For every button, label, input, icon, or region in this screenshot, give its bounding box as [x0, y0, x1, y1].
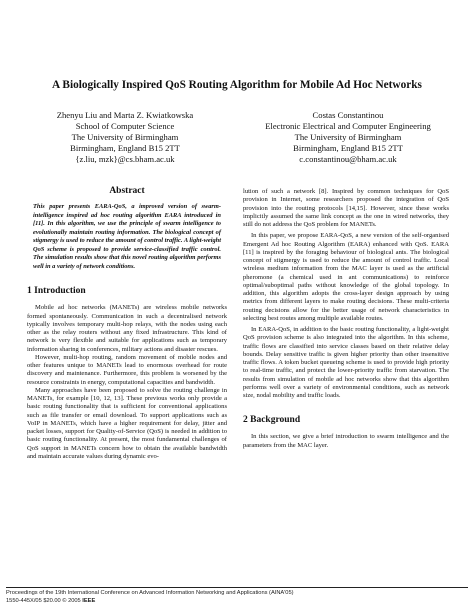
- intro-paragraph: However, multi-hop routing, random movement of mobile nodes and other features unique to MANETs lead to enormous overhead for route discovery and maintenance. Furthermore, this problem is worsened by the resource constraints in energy, computational capacities and bandwidth.: [27, 353, 227, 386]
- body-paragraph: In this paper, we propose EARA-QoS, a new version of the self-organised Emergent Ad hoc Routing Algorithm (EARA) enhanced with QoS. EARA [11] is inspired by the foraging behaviour of biological ants. The biological concept of stigmergy is used to reduce the amount of control traffic. Local wireless medium information from the MAC layer is used as the artificial pheromone (a chemical used in ant communications) to reinforce optimal/suboptimal paths without knowledge of the global topology. In addition, this algorithm adopts the cross-layer design approach by using metrics from different layers to make routing decisions. These multi-criteria routing decisions allow for the better usage of network characteristics in selecting best routes among multiple available routes.: [243, 232, 449, 322]
- footer-price: 1550-445X/05 $20.00 © 2005: [6, 597, 83, 604]
- page-footer: [6, 587, 468, 605]
- body-paragraph: In EARA-QoS, in addition to the basic routing functionality, a light-weight QoS provision scheme is also integrated into the algorithm. In this scheme, traffic flows are classified into service classes based on their relative delay bounds. Delay sensitive traffic is given higher priority than other insensitive traffic flows. A token bucket queueing scheme is used to provide high priority to real-time traffic, and protect the lower-priority traffic from starvation. The results from simulation of mobile ad hoc networks show that this algorithm performs well over a variety of environmental conditions, such as network size, nodal mobility and traffic loads.: [243, 326, 449, 399]
- author-address: Birmingham, England B15 2TT: [70, 143, 180, 153]
- intro-paragraph: Many approaches have been proposed to solve the routing challenge in MANETs, for example [10, 12, 13]. These previous works only provide a basic routing functionality that is sufficient for conventional applications such as file transfer or email download. To support applications such as VoIP in MANETs, which have a higher requirement for delay, jitter and packet losses, support for Quality-of-Service (QoS) is needed in addition to basic routing functionality. At present, the most fundamental challenges of QoS support in MANETs concern how to obtain the available bandwidth and maintain accurate values during dynamic evo-: [27, 386, 227, 460]
- ieee-logo-text: IEEE: [82, 597, 96, 604]
- author-names: Zhenyu Liu and Marta Z. Kwiatkowska: [56, 110, 194, 120]
- author-affiliation: School of Computer Science: [75, 121, 175, 131]
- author-affiliation: Electronic Electrical and Computer Engineering: [265, 121, 431, 131]
- footer-proceedings: Proceedings of the 19th International Conference on Advanced Information Networking and Applications (AINA'05): [6, 590, 294, 596]
- left-column: [27, 186, 227, 461]
- body-paragraph: lution of such a network [8]. Inspired by common techniques for QoS provision in Internet, some researchers proposed the integration of QoS provision into the routing protocols [14,15]. However, since these works implicitly assumed the same link concept as the one in wired networks, they still do not address the QoS problem for MANETs.: [243, 188, 449, 228]
- paper-title: A Biologically Inspired QoS Routing Algorithm for Mobile Ad Hoc Networks: [52, 79, 422, 91]
- footer-copyright: [6, 598, 468, 606]
- author-address: Birmingham, England B15 2TT: [293, 143, 403, 153]
- intro-paragraph: Mobile ad hoc networks (MANETs) are wireless mobile networks formed spontaneously. Communication in such a decentralised network typically involves temporary multi-hop relays, with the nodes using each other as the relay routers without any fixed infrastructure. This kind of network is very flexible and suitable for applications such as temporary information sharing in conferences, military actions and disaster rescues.: [27, 304, 227, 353]
- author-institution: The University of Birmingham: [71, 132, 179, 142]
- background-paragraph: In this section, we give a brief introduction to swarm intelligence and the parameters from the MAC layer.: [243, 433, 449, 449]
- abstract-text: This paper presents EARA-QoS, a improved version of swarm-intelligence inspired ad hoc routing algorithm EARA introduced in [11]. In this algorithm, we use the principle of swarm intelligence to evolutionally maintain routing information. The biological concept of stigmergy is used to reduce the amount of control traffic. A light-weight QoS scheme is proposed to provide service-classified traffic control. The simulation results show that this novel routing algorithm performs well in a variety of network conditions.: [33, 203, 221, 270]
- author-names: Costas Constantinou: [312, 110, 384, 120]
- author-email: {z.liu, mzk}@cs.bham.ac.uk: [75, 154, 175, 164]
- background-heading: 2 Background: [243, 415, 301, 426]
- author-institution: The University of Birmingham: [294, 132, 402, 142]
- author-block-left: [15, 110, 235, 165]
- author-email: c.constantinou@bham.ac.uk: [299, 154, 397, 164]
- intro-heading: 1 Introduction: [27, 286, 86, 297]
- right-column: [243, 188, 449, 450]
- author-block-right: [228, 110, 468, 165]
- abstract-heading: Abstract: [109, 186, 145, 196]
